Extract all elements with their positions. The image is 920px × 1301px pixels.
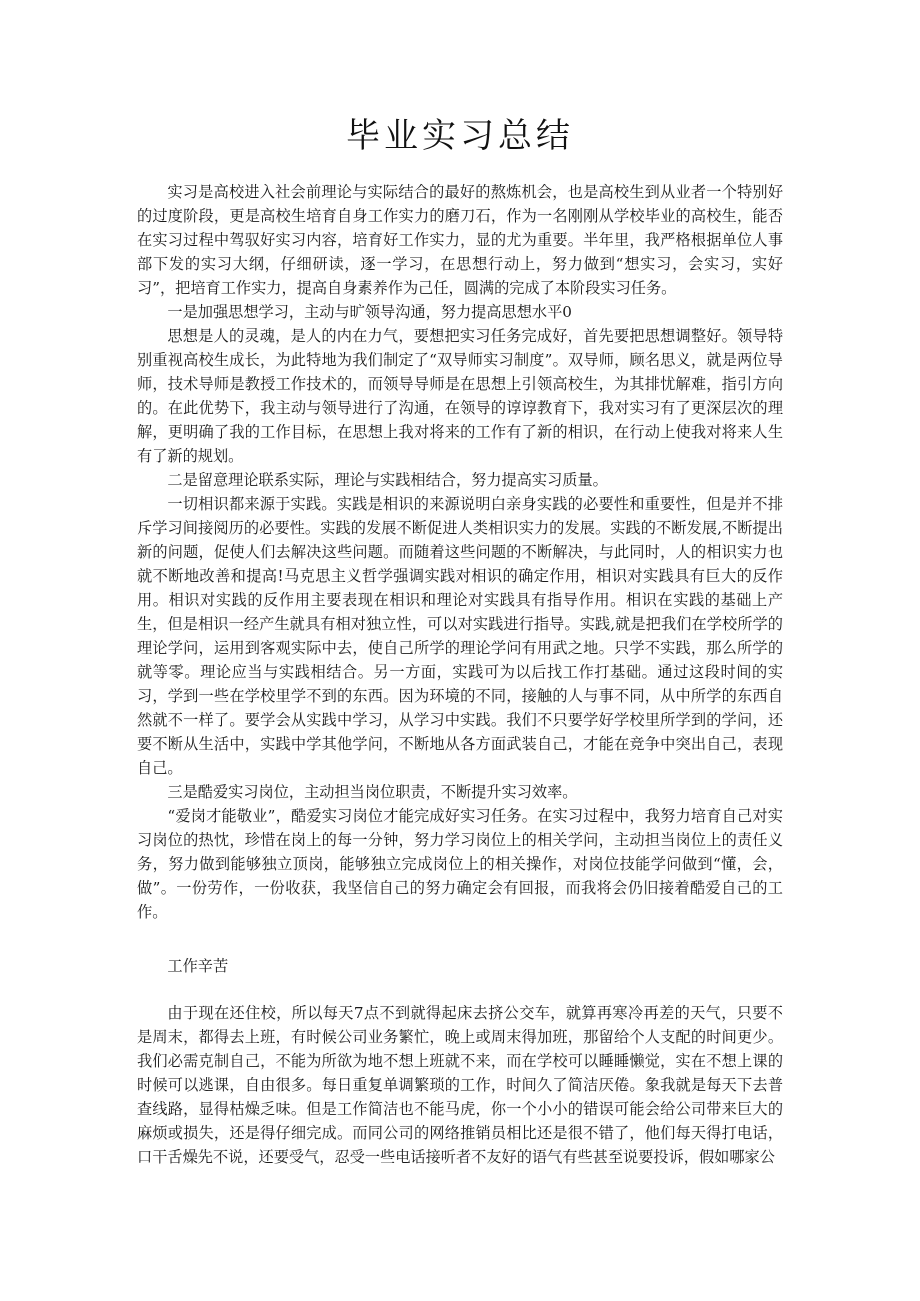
point-two-paragraph: 一切相识都来源于实践。实践是相识的来源说明白亲身实践的必要性和重要性，但是并不排斥学习间接阅历的必要性。实践的发展不断促进人类相识实力的发展。实践的不断发展,不断提出新的问题，促使人们去解决这些问题。而随着这些问题的不断解决，与此同时，人的相识实力也就不断地改善和提高!马克思主义哲学强调实践对相识的确定作用，相识对实践具有巨大的反作用。相识对实践的反作用主要表现在相识和理论对实践具有指导作用。相识在实践的基础上产生，但是相识一经产生就具有相对独立性，可以对实践进行指导。实践,就是把我们在学校所学的理论学问，运用到客观实际中去，使自己所学的理论学问有用武之地。只学不实践，那么所学的就等零。理论应当与实践相结合。另一方面，实践可为以后找工作打基础。通过这段时间的实习，学到一些在学校里学不到的东西。因为环境的不同，接触的人与事不同，从中所学的东西自然就不一样了。要学会从实践中学习，从学习中实践。我们不只要学好学校里所学到的学问，还要不断从生活中，实践中学其他学问，不断地从各方面武装自己，才能在竞争中突出自己，表现自己。 (137, 495, 783, 777)
point-three-heading: 三是酷爱实习岗位，主动担当岗位职责，不断提升实习效率。 (167, 783, 578, 801)
work-hardship-paragraph: 由于现在还住校，所以每天7点不到就得起床去挤公交车，就算再寒冷再差的天气，只要不是周末，都得去上班，有时候公司业务繁忙，晚上或周末得加班，那留给个人支配的时间更少。我们必需克制自己，不能为所欲为地不想上班就不来，而在学校可以睡睡懒觉，实在不想上课的时候可以逃课，自由很多。每日重复单调繁琐的工作，时间久了简洁厌倦。象我就是每天下去普查线路，显得枯燥乏味。但是工作简洁也不能马虎，你一个小小的错误可能会给公司带来巨大的麻烦或损失，还是得仔细完成。而同公司的网络推销员相比还是很不错了，他们每天得打电话，口干舌燥先不说，还要受气，忍受一些电话接听者不友好的语气有些甚至说要投诉，假如哪家公 (137, 1004, 783, 1166)
document-title: 毕业实习总结 (346, 116, 574, 156)
document-body (137, 180, 783, 1169)
document-page (137, 0, 783, 1169)
intro-paragraph: 实习是高校进入社会前理论与实际结合的最好的熬炼机会，也是高校生到从业者一个特别好的过度阶段，更是高校生培育自身工作实力的磨刀石，作为一名刚刚从学校毕业的高校生，能否在实习过程中驾驭好实习内容，培育好工作实力，显的尤为重要。半年里，我严格根据单位人事部下发的实习大纲，仔细研读，逐一学习，在思想行动上，努力做到“想实习，会实习，实好习”，把培育工作实力，提高自身素养作为己任，圆满的完成了本阶段实习任务。 (137, 183, 783, 297)
section-heading-work-hardship: 工作辛苦 (167, 957, 229, 975)
point-one-paragraph: 思想是人的灵魂，是人的内在力气，要想把实习任务完成好，首先要把思想调整好。领导特别重视高校生成长，为此特地为我们制定了“双导师实习制度”。双导师，顾名思义，就是两位导师，技术导师是教授工作技术的，而领导导师是在思想上引领高校生，为其排忧解难，指引方向的。在此优势下，我主动与领导进行了沟通，在领导的谆谆教育下，我对实习有了更深层次的理解，更明确了我的工作目标，在思想上我对将来的工作有了新的相识，在行动上使我对将来人生有了新的规划。 (137, 327, 783, 465)
point-one-heading: 一是加强思想学习，主动与旷领导沟通，努力提高思想水平0 (167, 303, 572, 321)
point-three-paragraph: “爱岗才能敬业”，酷爱实习岗位才能完成好实习任务。在实习过程中，我努力培育自己对实习岗位的热忱，珍惜在岗上的每一分钟，努力学习岗位上的相关学问，主动担当岗位上的责任义务，努力做到能够独立顶岗，能够独立完成岗位上的相关操作，对岗位技能学问做到“懂，会，做”。一份劳作，一份收获，我坚信自己的努力确定会有回报，而我将会仍旧接着酷爱自己的工作。 (137, 807, 783, 921)
point-two-heading: 二是留意理论联系实际，理论与实践相结合，努力提高实习质量。 (167, 471, 608, 489)
